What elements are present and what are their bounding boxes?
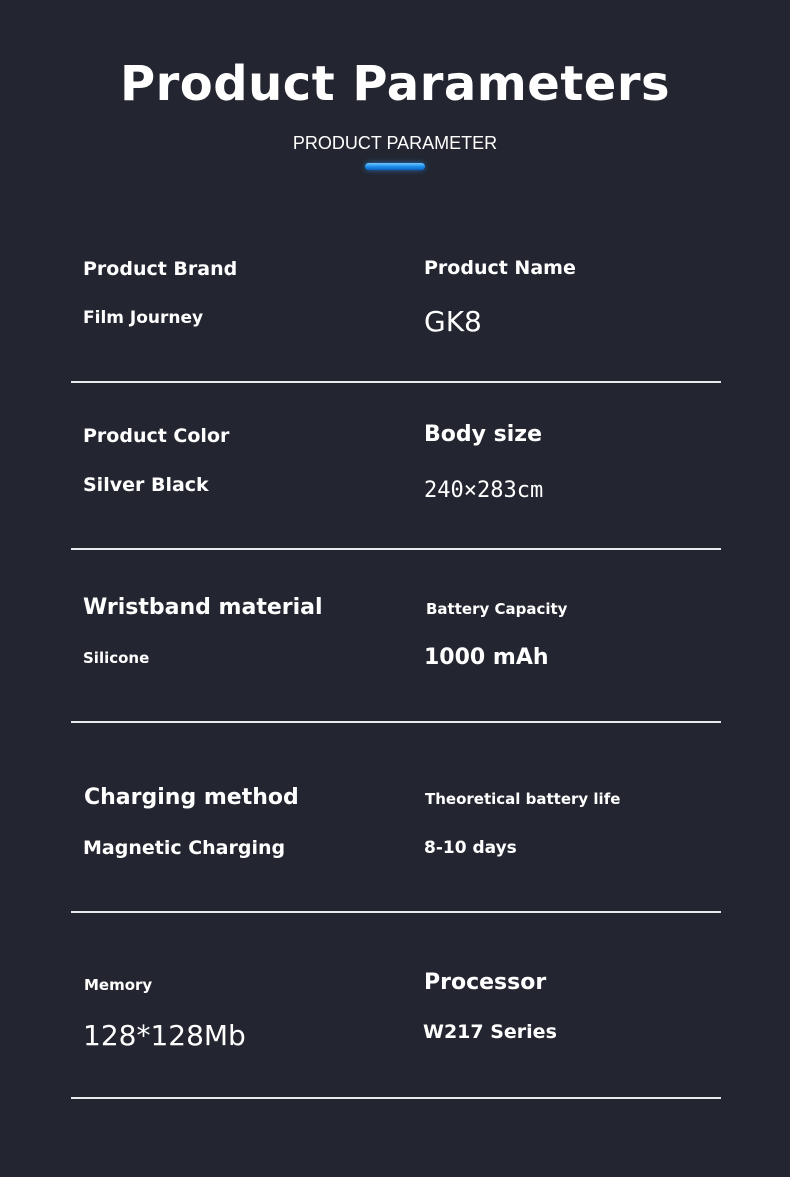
battery-life-value: 8-10 days xyxy=(424,838,517,858)
processor-value: W217 Series xyxy=(423,1021,557,1043)
title-accent-bar xyxy=(365,163,425,170)
battery-capacity-label: Battery Capacity xyxy=(426,600,568,618)
body-size-value: 240×283cm xyxy=(424,478,544,503)
product-brand-value: Film Journey xyxy=(83,308,204,328)
wristband-material-value: Silicone xyxy=(83,649,150,667)
battery-life-label: Theoretical battery life xyxy=(425,790,621,808)
body-size-label: Body size xyxy=(424,422,542,447)
charging-method-label: Charging method xyxy=(84,785,299,810)
wristband-material-label: Wristband material xyxy=(83,595,323,620)
processor-label: Processor xyxy=(424,970,547,995)
row-divider xyxy=(71,548,721,550)
row-divider xyxy=(71,1097,721,1099)
product-brand-label: Product Brand xyxy=(83,258,238,280)
product-color-value: Silver Black xyxy=(83,474,209,496)
row-divider xyxy=(71,911,721,913)
memory-value: 128*128Mb xyxy=(83,1019,246,1052)
charging-method-value: Magnetic Charging xyxy=(83,837,286,859)
product-name-label: Product Name xyxy=(424,257,576,279)
row-divider xyxy=(71,721,721,723)
memory-label: Memory xyxy=(84,976,153,994)
row-divider xyxy=(71,381,721,383)
page-title: Product Parameters xyxy=(119,56,671,112)
product-name-value: GK8 xyxy=(424,305,482,338)
product-color-label: Product Color xyxy=(83,425,230,447)
battery-capacity-value: 1000 mAh xyxy=(424,645,549,670)
page-subtitle: PRODUCT PARAMETER xyxy=(292,133,498,153)
